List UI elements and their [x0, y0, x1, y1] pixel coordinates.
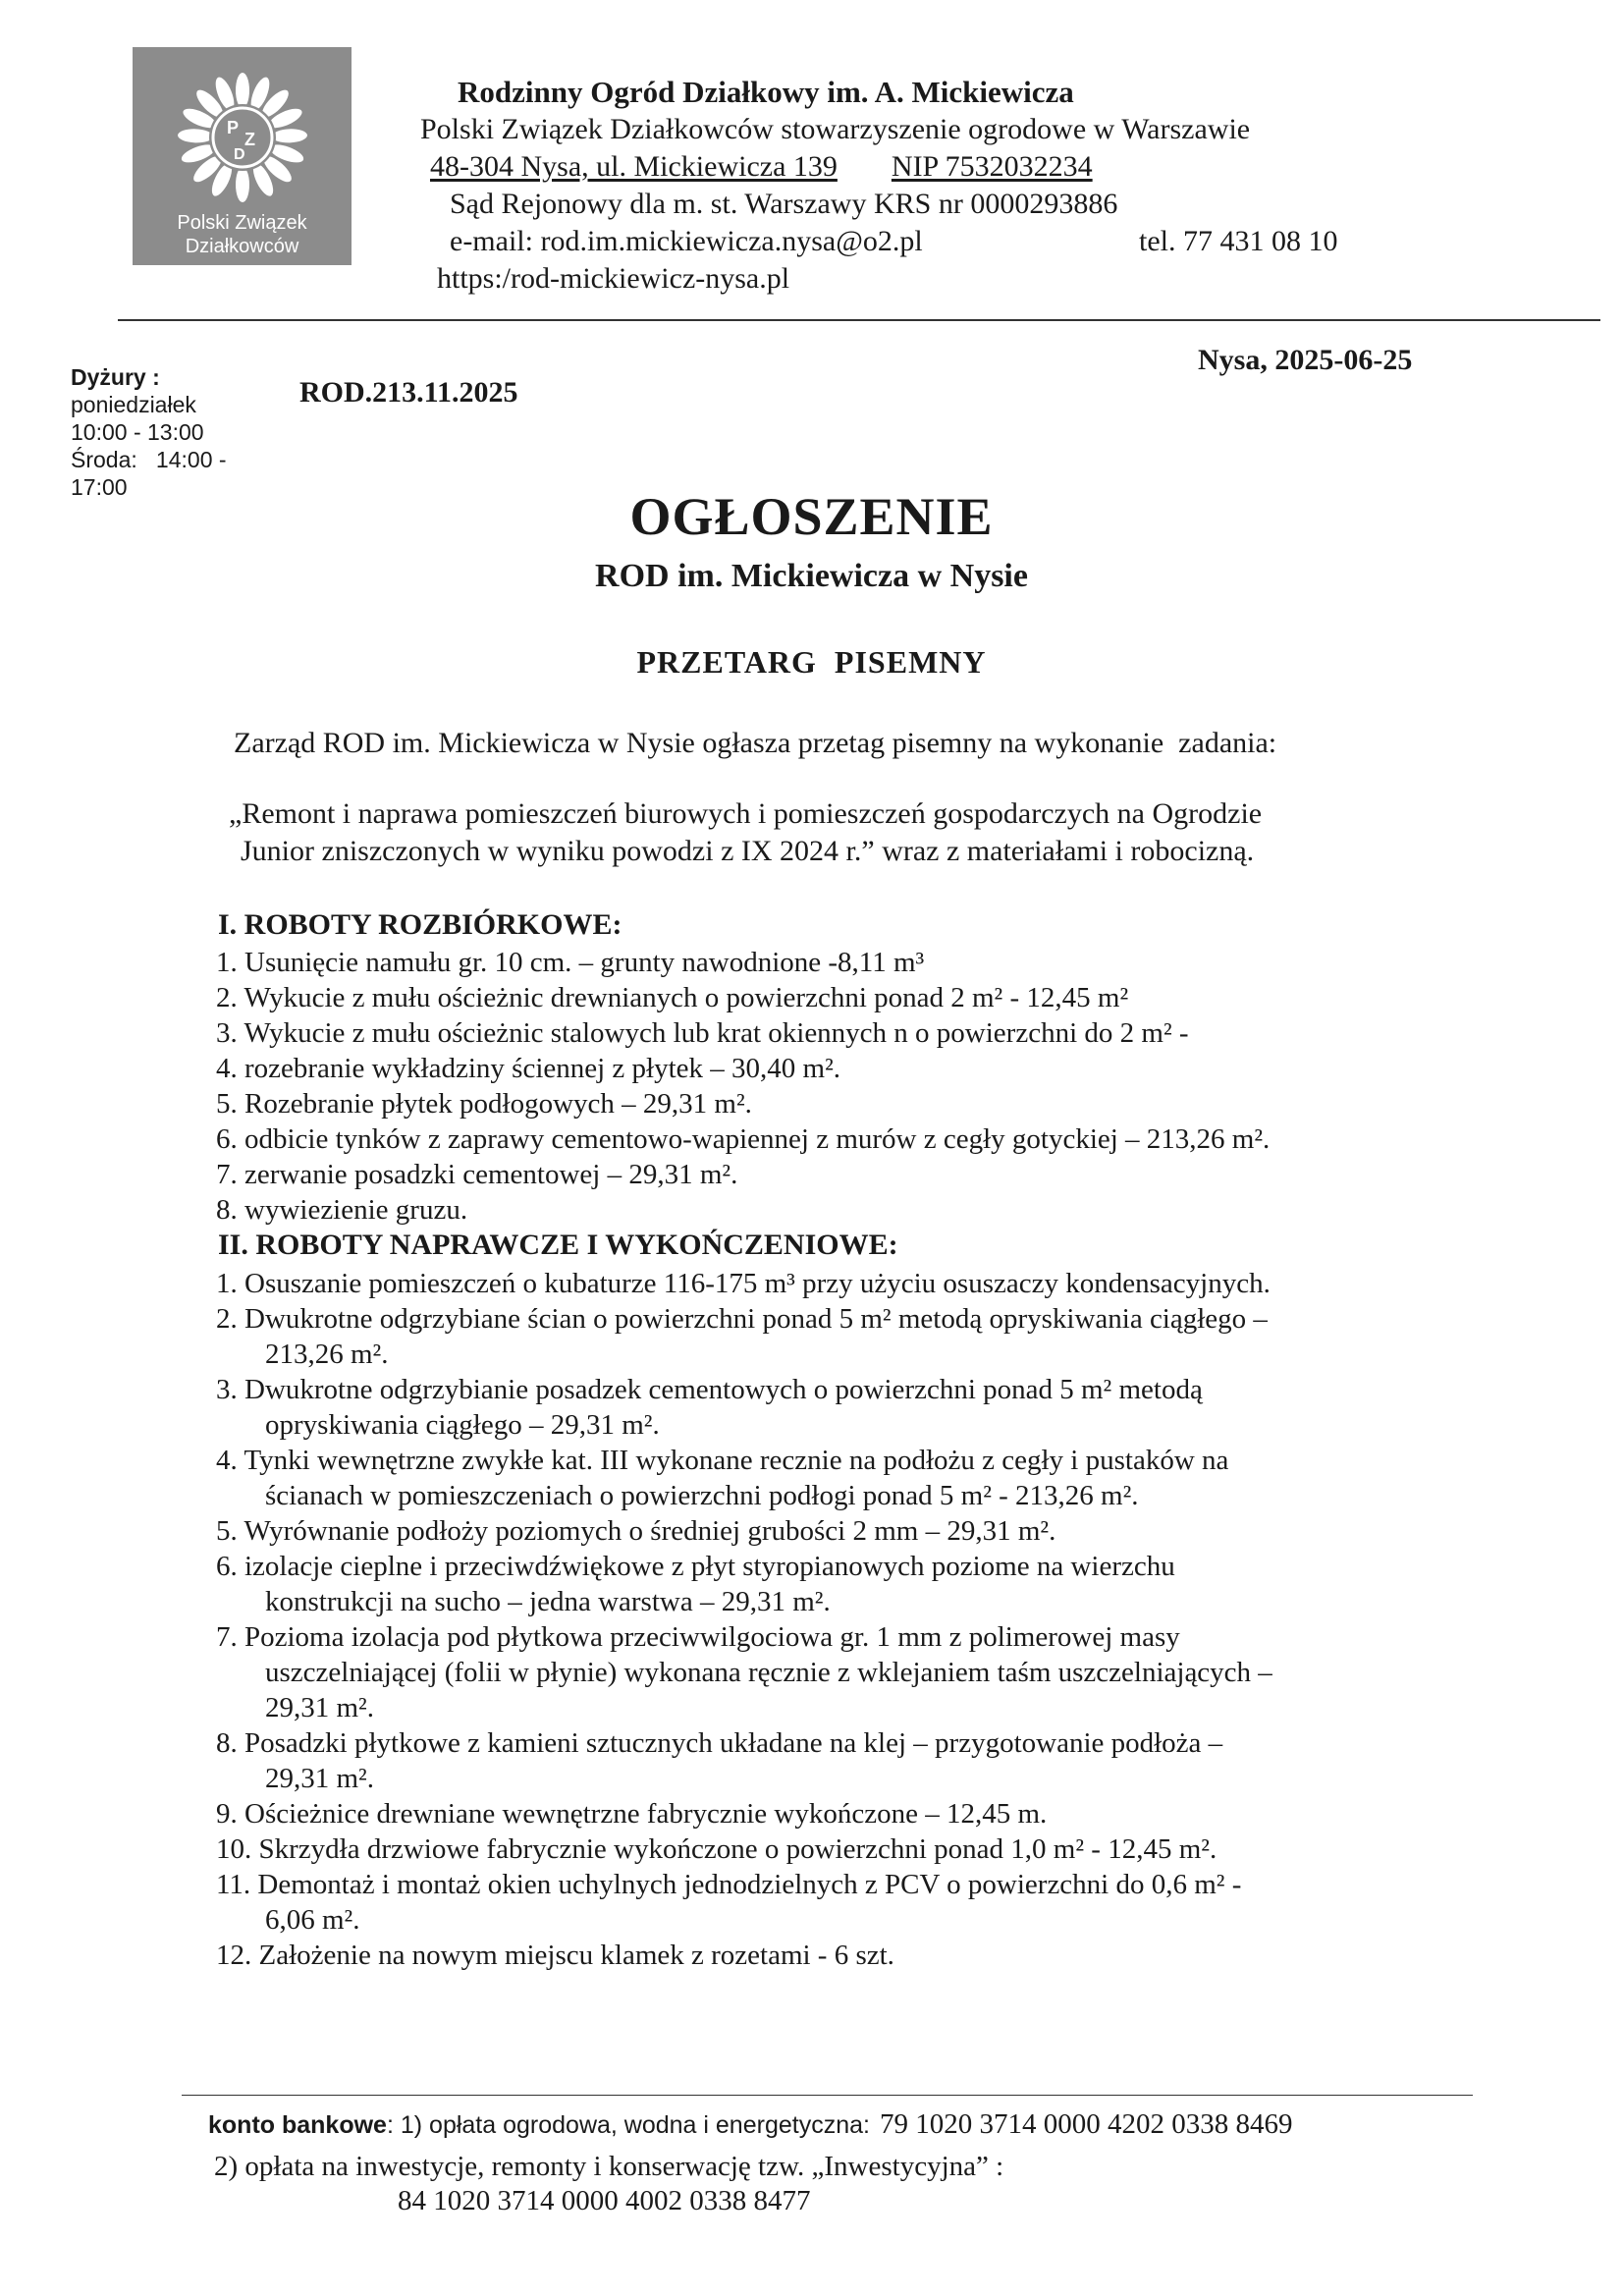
- list-item-continuation: uszczelniającej (folii w płynie) wykonana ręcznie z wklejaniem taśm uszczelniających –: [265, 1657, 1272, 1688]
- section2-list: [216, 1266, 1272, 1973]
- bank-account-line1: [208, 2108, 1292, 2141]
- list-item: 5. Rozebranie płytek podłogowych – 29,31 m².: [216, 1088, 752, 1120]
- section1-title: I. ROBOTY ROZBIÓRKOWE:: [218, 908, 622, 941]
- document-subtitle: ROD im. Mickiewicza w Nysie: [595, 558, 1028, 594]
- list-item: 3. Dwukrotne odgrzybianie posadzek cementowych o powierzchni ponad 5 m² metodą: [216, 1374, 1203, 1405]
- duty-line4: 17:00: [71, 474, 128, 500]
- document-date: Nysa, 2025-06-25: [1198, 344, 1413, 376]
- list-item: 1. Usunięcie namułu gr. 10 cm. – grunty nawodnione -8,11 m³: [216, 947, 925, 978]
- list-item-continuation: ścianach w pomieszczeniach o powierzchni podłogi ponad 5 m² - 213,26 m².: [265, 1480, 1139, 1511]
- bank-label: konto bankowe: [208, 2111, 387, 2139]
- svg-text:P: P: [227, 118, 240, 137]
- logo-caption-line2: Działkowców: [185, 236, 299, 257]
- list-item: 5. Wyrównanie podłoży poziomych o średniej grubości 2 mm – 29,31 m².: [216, 1515, 1056, 1547]
- task-line-2: Junior zniszczonych w wyniku powodzi z IX 2024 r.” wraz z materiałami i robocizną.: [241, 835, 1255, 867]
- list-item: 4. rozebranie wykładziny ściennej z płytek – 30,40 m².: [216, 1053, 841, 1084]
- bank-number1: 79 1020 3714 0000 4202 0338 8469: [879, 2108, 1293, 2140]
- list-item-continuation: konstrukcji na sucho – jedna warstwa – 29,31 m².: [265, 1586, 831, 1617]
- logo-caption-line1: Polski Związek: [177, 212, 307, 234]
- list-item: 7. Pozioma izolacja pod płytkowa przeciwwilgociowa gr. 1 mm z polimerowej masy: [216, 1621, 1180, 1653]
- document-title: OGŁOSZENIE: [629, 487, 994, 546]
- address: 48-304 Nysa, ul. Mickiewicza 139: [430, 150, 838, 183]
- list-item: 3. Wykucie z mułu ościeżnic stalowych lub krat okiennych n o powierzchni do 2 m² -: [216, 1017, 1189, 1049]
- organization-affiliation: Polski Związek Działkowców stowarzyszenie ogrodowe w Warszawie: [420, 113, 1251, 145]
- list-item: 12. Założenie na nowym miejscu klamek z rozetami - 6 szt.: [216, 1940, 894, 1971]
- svg-text:D: D: [234, 146, 245, 163]
- section2-title: II. ROBOTY NAPRAWCZE I WYKOŃCZENIOWE:: [218, 1229, 898, 1261]
- footer-divider: [182, 2095, 1473, 2096]
- list-item: 8. wywiezienie gruzu.: [216, 1194, 468, 1226]
- duty-line1: poniedziałek: [71, 392, 196, 417]
- list-item: 2. Wykucie z mułu ościeżnic drewnianych o powierzchni ponad 2 m² - 12,45 m²: [216, 982, 1129, 1013]
- nip: NIP 7532032234: [891, 150, 1093, 183]
- svg-text:Z: Z: [244, 130, 255, 149]
- list-item: 7. zerwanie posadzki cementowej – 29,31 m².: [216, 1159, 738, 1190]
- list-item: 10. Skrzydła drzwiowe fabrycznie wykończone o powierzchni ponad 1,0 m² - 12,45 m².: [216, 1833, 1217, 1865]
- list-item: 6. odbicie tynków z zaprawy cementowo-wapiennej z murów z cegły gotyckiej – 213,26 m².: [216, 1123, 1271, 1155]
- list-item-continuation: 29,31 m².: [265, 1692, 375, 1723]
- website: https:/rod-mickiewicz-nysa.pl: [437, 262, 790, 295]
- bank-description1: : 1) opłata ogrodowa, wodna i energetyczna:: [386, 2111, 870, 2139]
- pzd-logo: [133, 47, 352, 265]
- phone: tel. 77 431 08 10: [1139, 225, 1338, 257]
- bank-number2: 84 1020 3714 0000 4002 0338 8477: [398, 2185, 811, 2216]
- email: e-mail: rod.im.mickiewicza.nysa@o2.pl: [450, 225, 923, 257]
- tender-heading: PRZETARG PISEMNY: [636, 644, 987, 680]
- duty-line2: 10:00 - 13:00: [71, 419, 204, 445]
- bank-account-line2: 2) opłata na inwestycje, remonty i konserwację tzw. „Inwestycyjna” :: [214, 2151, 1004, 2182]
- list-item: 9. Ościeżnice drewniane wewnętrzne fabrycznie wykończone – 12,45 m.: [216, 1798, 1048, 1830]
- list-item: 11. Demontaż i montaż okien uchylnych jednodzielnych z PCV o powierzchni do 0,6 m² -: [216, 1869, 1242, 1900]
- task-line-1: „Remont i naprawa pomieszczeń biurowych i pomieszczeń gospodarczych na Ogrodzie: [229, 797, 1263, 830]
- header-divider: [118, 319, 1600, 321]
- organization-name: Rodzinny Ogród Działkowy im. A. Mickiewicza: [458, 75, 1074, 109]
- duty-line3: Środa: 14:00 -: [71, 447, 227, 472]
- list-item-continuation: 29,31 m².: [265, 1763, 375, 1794]
- list-item-continuation: 6,06 m².: [265, 1904, 360, 1936]
- list-item: 2. Dwukrotne odgrzybiane ścian o powierzchni ponad 5 m² metodą opryskiwania ciągłego –: [216, 1303, 1268, 1335]
- intro-text: Zarząd ROD im. Mickiewicza w Nysie ogłasza przetag pisemny na wykonanie zadania:: [234, 727, 1277, 759]
- section1-list: [216, 945, 1270, 1228]
- list-item-continuation: 213,26 m².: [265, 1339, 389, 1370]
- list-item: 4. Tynki wewnętrzne zwykłe kat. III wykonane recznie na podłożu z cegły i pustaków na: [216, 1445, 1229, 1476]
- court-registry: Sąd Rejonowy dla m. st. Warszawy KRS nr 0000293886: [450, 188, 1118, 220]
- list-item: 6. izolacje cieplne i przeciwdźwiękowe z płyt styropianowych poziome na wierzchu: [216, 1551, 1175, 1582]
- duty-hours: [71, 363, 227, 501]
- list-item: 8. Posadzki płytkowe z kamieni sztucznych układane na klej – przygotowanie podłoża –: [216, 1727, 1223, 1759]
- list-item-continuation: opryskiwania ciągłego – 29,31 m².: [265, 1409, 660, 1441]
- address-line: [430, 149, 1093, 185]
- duty-label: Dyżury :: [71, 364, 160, 390]
- list-item: 1. Osuszanie pomieszczeń o kubaturze 116-175 m³ przy użyciu osuszaczy kondensacyjnych.: [216, 1268, 1271, 1299]
- reference-number: ROD.213.11.2025: [299, 376, 518, 409]
